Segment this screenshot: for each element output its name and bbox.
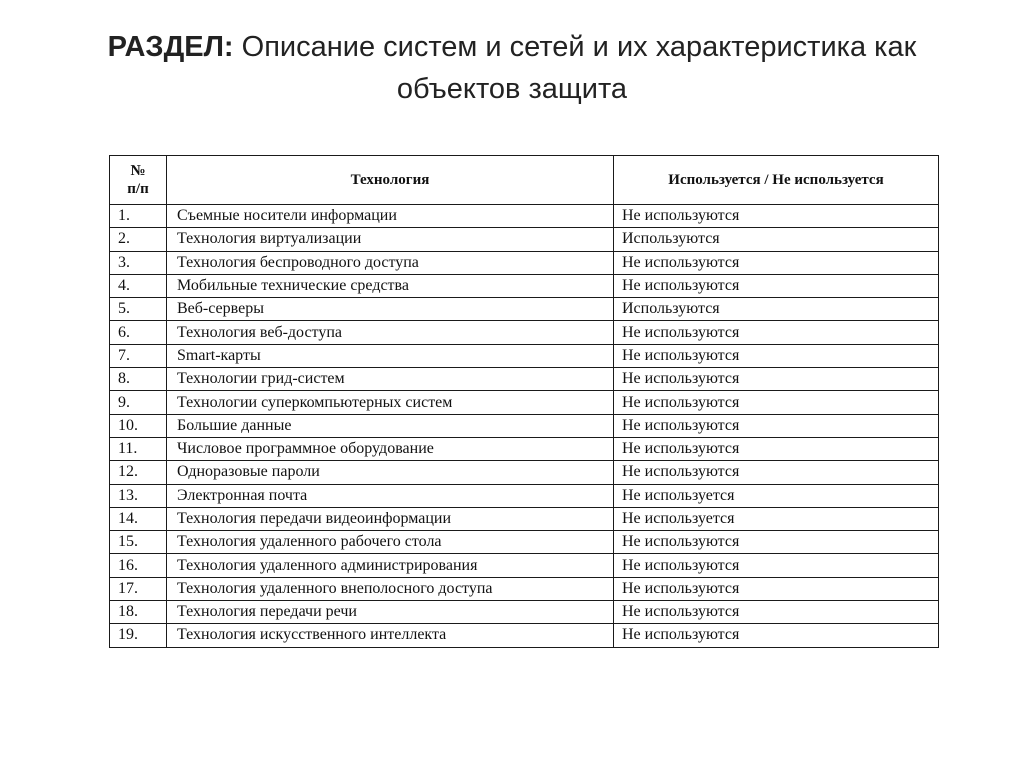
row-usage: Не используются	[614, 391, 939, 414]
row-usage: Не используются	[614, 205, 939, 228]
table-row	[110, 344, 939, 367]
row-usage: Не используются	[614, 577, 939, 600]
row-technology: Одноразовые пароли	[167, 461, 614, 484]
row-usage: Не используются	[614, 554, 939, 577]
table-row	[110, 274, 939, 297]
row-technology: Технология беспроводного доступа	[167, 251, 614, 274]
row-number: 15.	[110, 531, 167, 554]
table-row	[110, 368, 939, 391]
row-number: 7.	[110, 344, 167, 367]
row-technology: Smart-карты	[167, 344, 614, 367]
row-number: 18.	[110, 601, 167, 624]
title-line1: Описание систем и сетей и их характеристика как	[233, 31, 917, 63]
row-usage: Используются	[614, 228, 939, 251]
table-row	[110, 507, 939, 530]
row-number: 11.	[110, 437, 167, 460]
row-technology: Съемные носители информации	[167, 205, 614, 228]
row-number: 9.	[110, 391, 167, 414]
table-body	[110, 205, 939, 648]
row-usage: Не используются	[614, 437, 939, 460]
technology-table-container	[109, 155, 938, 648]
row-technology: Технология удаленного рабочего стола	[167, 531, 614, 554]
row-usage: Не используются	[614, 344, 939, 367]
slide-title	[60, 26, 964, 110]
row-usage: Используются	[614, 298, 939, 321]
table-row	[110, 601, 939, 624]
row-number: 1.	[110, 205, 167, 228]
row-technology: Веб-серверы	[167, 298, 614, 321]
row-usage: Не используются	[614, 601, 939, 624]
row-number: 6.	[110, 321, 167, 344]
row-technology: Технология передачи видеоинформации	[167, 507, 614, 530]
row-usage: Не используется	[614, 507, 939, 530]
row-number: 8.	[110, 368, 167, 391]
table-row	[110, 554, 939, 577]
technology-table	[109, 155, 939, 648]
row-usage: Не используются	[614, 251, 939, 274]
header-technology: Технология	[167, 156, 614, 205]
row-technology: Технология виртуализации	[167, 228, 614, 251]
row-usage: Не используются	[614, 368, 939, 391]
table-row	[110, 624, 939, 647]
row-technology: Технология искусственного интеллекта	[167, 624, 614, 647]
table-header-row	[110, 156, 939, 205]
row-number: 12.	[110, 461, 167, 484]
row-usage: Не используются	[614, 531, 939, 554]
row-technology: Электронная почта	[167, 484, 614, 507]
row-number: 13.	[110, 484, 167, 507]
table-row	[110, 321, 939, 344]
row-technology: Технология удаленного администрирования	[167, 554, 614, 577]
row-usage: Не используются	[614, 321, 939, 344]
table-row	[110, 531, 939, 554]
row-number: 3.	[110, 251, 167, 274]
header-number	[110, 156, 167, 205]
row-technology: Большие данные	[167, 414, 614, 437]
table-row	[110, 437, 939, 460]
row-number: 5.	[110, 298, 167, 321]
table-row	[110, 251, 939, 274]
row-technology: Технология удаленного внеполосного доступа	[167, 577, 614, 600]
row-technology: Технологии грид-систем	[167, 368, 614, 391]
title-line2: объектов защита	[396, 73, 628, 105]
table-row	[110, 461, 939, 484]
row-technology: Технологии суперкомпьютерных систем	[167, 391, 614, 414]
table-row	[110, 205, 939, 228]
row-usage: Не используются	[614, 461, 939, 484]
row-technology: Технология веб-доступа	[167, 321, 614, 344]
row-usage: Не используется	[614, 484, 939, 507]
row-number: 4.	[110, 274, 167, 297]
table-row	[110, 298, 939, 321]
row-number: 19.	[110, 624, 167, 647]
table-row	[110, 228, 939, 251]
row-number: 10.	[110, 414, 167, 437]
header-usage: Используется / Не используется	[614, 156, 939, 205]
row-technology: Технология передачи речи	[167, 601, 614, 624]
row-number: 17.	[110, 577, 167, 600]
table-row	[110, 414, 939, 437]
row-usage: Не используются	[614, 274, 939, 297]
title-prefix: РАЗДЕЛ:	[107, 31, 234, 63]
table-row	[110, 391, 939, 414]
table-row	[110, 484, 939, 507]
table-row	[110, 577, 939, 600]
row-usage: Не используются	[614, 624, 939, 647]
row-number: 16.	[110, 554, 167, 577]
row-technology: Мобильные технические средства	[167, 274, 614, 297]
row-number: 14.	[110, 507, 167, 530]
row-number: 2.	[110, 228, 167, 251]
header-number-abbr: п/п	[127, 181, 149, 197]
row-usage: Не используются	[614, 414, 939, 437]
row-technology: Числовое программное оборудование	[167, 437, 614, 460]
header-number-symbol: №	[130, 163, 146, 179]
